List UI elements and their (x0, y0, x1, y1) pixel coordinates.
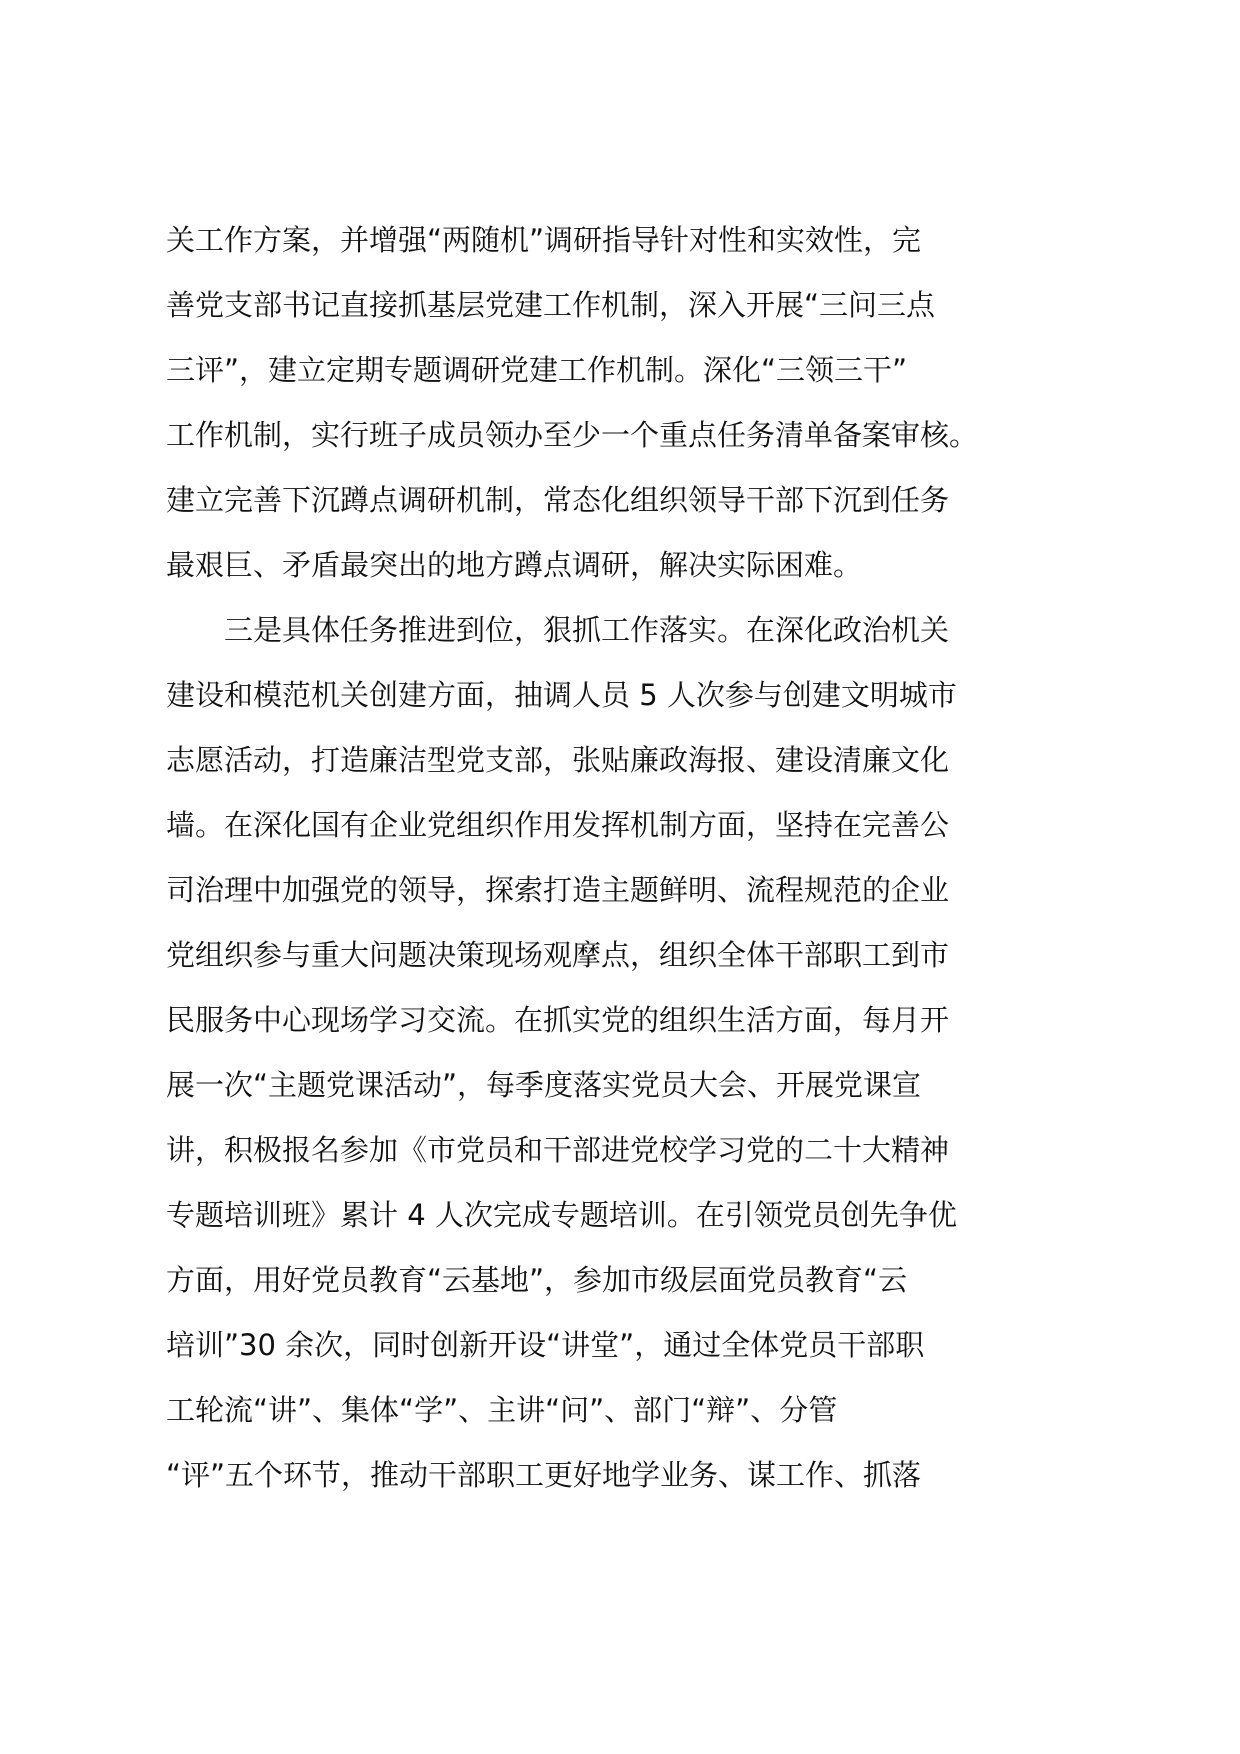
text-line: 党组织参与重大问题决策现场观摩点，组织全体干部职工到市 (166, 938, 950, 972)
paragraph-start-line: 三是具体任务推进到位，狠抓工作落实。在深化政治机关 (166, 613, 950, 647)
text-line: 方面，用好党员教育“云基地”，参加市级层面党员教育“云 (166, 1263, 908, 1297)
text-line: 三评”，建立定期专题调研党建工作机制。深化“三领三干” (166, 353, 908, 387)
text-line: 司治理中加强党的领导，探索打造主题鲜明、流程规范的企业 (166, 873, 950, 907)
text-line: 工轮流“讲”、集体“学”、主讲“问”、部门“辩”、分管 (166, 1393, 838, 1427)
text-line: 最艰巨、矛盾最突出的地方蹲点调研，解决实际困难。 (166, 548, 863, 582)
text-line: 墙。在深化国有企业党组织作用发挥机制方面，坚持在完善公 (166, 808, 950, 842)
text-line: 讲，积极报名参加《市党员和干部进党校学习党的二十大精神 (166, 1133, 950, 1167)
text-line: 工作机制，实行班子成员领办至少一个重点任务清单备案审核。 (166, 418, 979, 452)
text-line: “评”五个环节，推动干部职工更好地学业务、谋工作、抓落 (166, 1458, 922, 1492)
text-line: 建立完善下沉蹲点调研机制，常态化组织领导干部下沉到任务 (166, 483, 950, 517)
text-line: 展一次“主题党课活动”，每季度落实党员大会、开展党课宣 (166, 1068, 922, 1102)
text-line: 专题培训班》累计 4 人次完成专题培训。在引领党员创先争优 (166, 1198, 957, 1232)
text-line: 志愿活动，打造廉洁型党支部，张贴廉政海报、建设清廉文化 (166, 743, 950, 777)
text-line: 关工作方案，并增强“两随机”调研指导针对性和实效性，完 (166, 223, 922, 257)
text-line: 善党支部书记直接抓基层党建工作机制，深入开展“三问三点 (166, 288, 936, 322)
text-line: 建设和模范机关创建方面，抽调人员 5 人次参与创建文明城市 (166, 678, 957, 712)
text-line: 民服务中心现场学习交流。在抓实党的组织生活方面，每月开 (166, 1003, 950, 1037)
text-line: 培训”30 余次，同时创新开设“讲堂”，通过全体党员干部职 (166, 1328, 925, 1362)
